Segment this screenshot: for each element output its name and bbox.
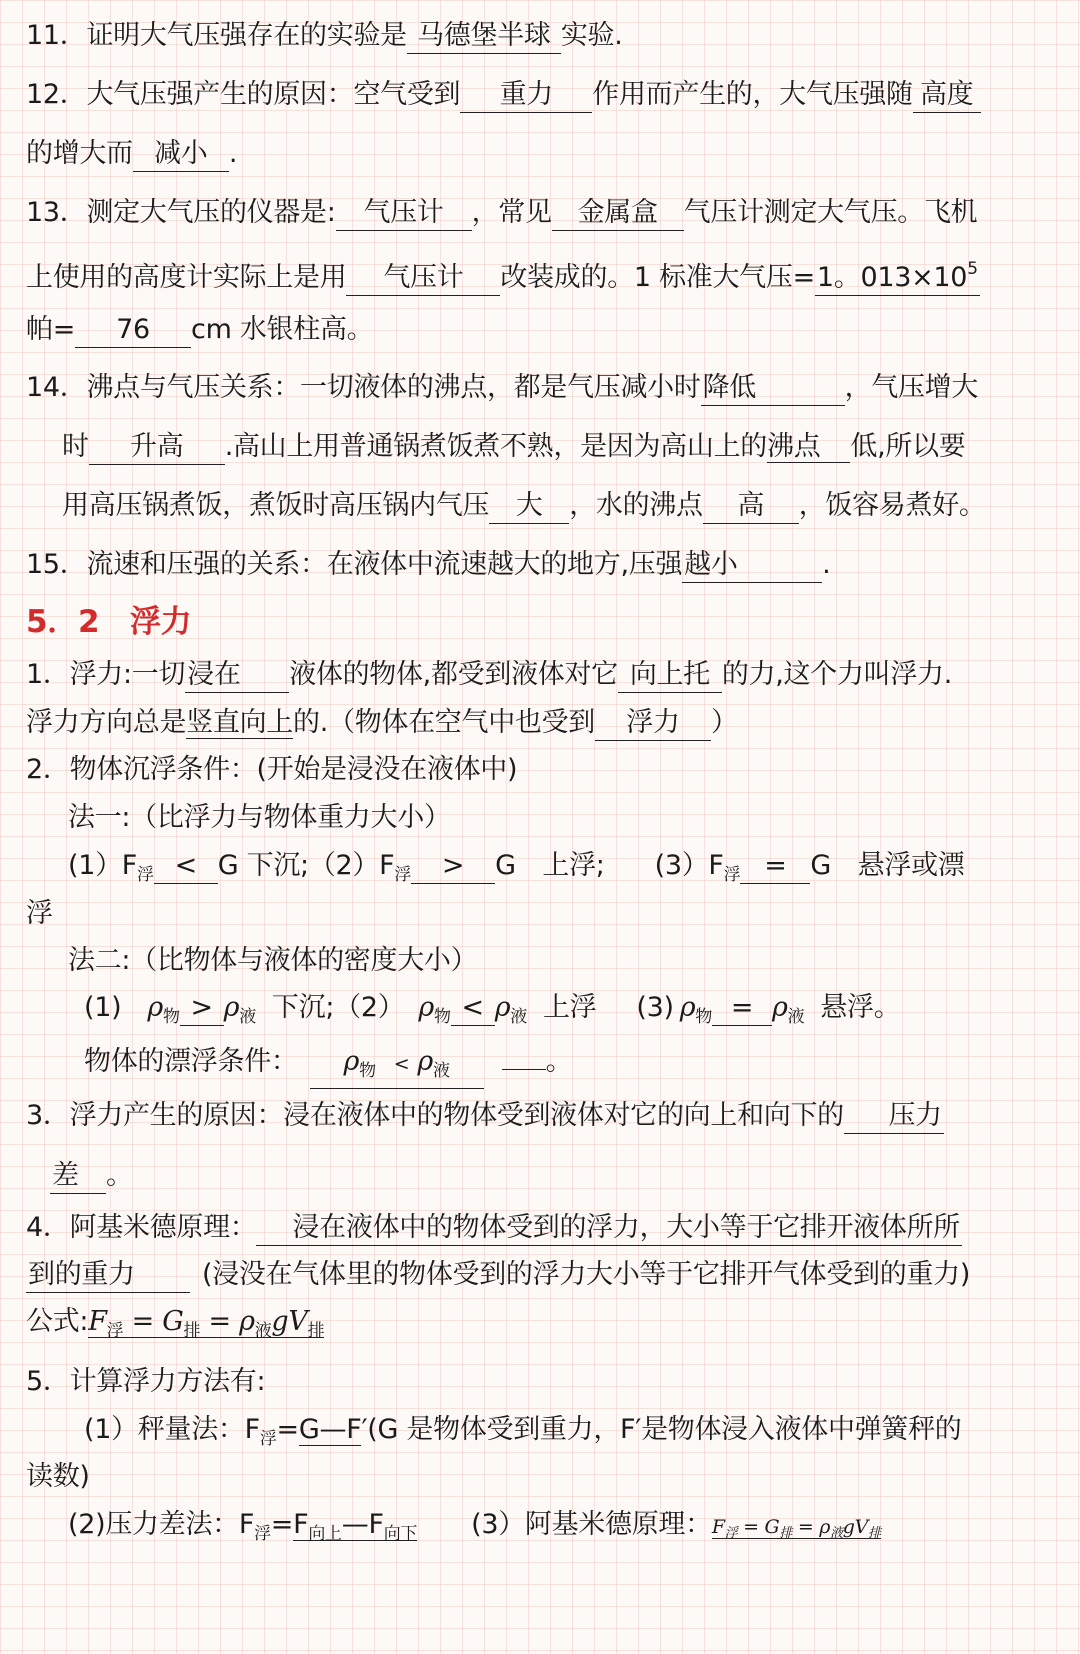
q11-text: 11．证明大气压强存在的实验是	[26, 20, 407, 51]
q11-line	[26, 16, 1054, 56]
f1-line-2	[26, 703, 1054, 743]
rho-symbol: ρ	[494, 992, 511, 1023]
q14-answer-blank-4: 高	[703, 489, 799, 524]
f2-float-condition-blank-tail	[502, 1069, 546, 1070]
f2-m2-case1-text: 下沉;（2）	[271, 992, 405, 1023]
f5-title: 5．计算浮力方法有:	[26, 1366, 266, 1397]
f5-m2-F-up: F	[293, 1509, 309, 1540]
q15-answer-blank: 越小	[682, 548, 822, 583]
q14-text: 14．沸点与气压关系：一切液体的沸点，都是气压减小时	[26, 372, 701, 403]
f1-text-mid1: 液体的物体,都受到液体对它	[289, 659, 618, 690]
f5-m3-label: (3）阿基米德原理：	[471, 1509, 712, 1540]
f3-text-end: 。	[106, 1160, 133, 1191]
f5-m2-minus: —	[341, 1509, 369, 1540]
q14-line-3	[62, 486, 1054, 526]
f4-formula	[88, 1306, 325, 1341]
q14-text-2-end: 低,所以要	[850, 431, 966, 462]
q11-text-end: 实验.	[560, 20, 623, 51]
rho-symbol: ρ	[343, 1046, 360, 1077]
q13-answer-blank-4	[815, 252, 980, 296]
rho-symbol: ρ	[147, 992, 163, 1023]
formula-rho: ρ	[239, 1306, 255, 1337]
formula-G: G	[764, 1516, 780, 1538]
f5-m2-sub-down: 向下	[383, 1524, 418, 1544]
q15-text: 15．流速和压强的关系：在液体中流速越大的地方,压强	[26, 549, 683, 580]
rho-symbol: ρ	[679, 992, 696, 1023]
rho-symbol: ρ	[418, 992, 434, 1023]
f1-answer-blank-3: 浮力	[595, 706, 711, 741]
f4-answer-blank-1: 浸在液体中的物体受到的浮力，大小等于它排开液体所所	[256, 1211, 962, 1246]
f2-m2-answer-blank-2: <	[451, 991, 495, 1026]
f2-m2-case2-text: 上浮	[542, 992, 597, 1023]
f2-m1-sub-1: 浮	[137, 865, 154, 885]
q13-answer-blank-2: 金属盒	[552, 196, 684, 231]
formula-equals: =	[123, 1306, 163, 1337]
f4-line-1	[26, 1208, 1054, 1248]
q13-text-3: 帕=	[26, 314, 76, 345]
f1-text-mid2: 的力,这个力叫浮力.	[721, 659, 953, 690]
f5-m1-sub: 浮	[259, 1429, 277, 1449]
f2-method2-line	[84, 988, 1054, 1037]
f2-m2-sub-object: 物	[162, 1007, 180, 1027]
f2-m2-answer-blank-1: >	[180, 991, 224, 1026]
q13-pressure-value: 1。013×10	[816, 262, 968, 293]
f1-text: 1．浮力:一切	[26, 659, 186, 690]
formula-equals: =	[792, 1516, 820, 1538]
f2-m1-case1-label: (1）F	[68, 850, 138, 881]
section-heading: 5．2 浮力	[26, 604, 192, 640]
formula-rho: ρ	[819, 1516, 831, 1538]
f3-answer-blank-2: 差	[50, 1159, 106, 1194]
f3-text: 3．浮力产生的原因：浸在液体中的物体受到液体对它的向上和向下的	[26, 1100, 844, 1131]
f2-float-condition-end: 。	[545, 1046, 573, 1077]
q15-text-end: .	[822, 549, 831, 580]
formula-sub-buoyancy: 浮	[106, 1321, 124, 1341]
q13-answer-blank-1: 气压计	[336, 196, 472, 231]
q14-text-2: 时	[62, 431, 89, 462]
q13-line-2	[26, 252, 1054, 298]
f5-m2-sub: 浮	[254, 1524, 271, 1544]
f5-m2-equals: =	[270, 1509, 294, 1540]
q14-line-1	[26, 368, 1054, 408]
formula-sub-displaced: 排	[779, 1526, 793, 1541]
formula-sub-liquid: 液	[254, 1321, 272, 1341]
f2-m1-answer-blank-3: =	[740, 849, 810, 884]
f2-method1-wrap: 浮	[26, 898, 53, 929]
q14-answer-blank-2: 升高	[89, 430, 225, 465]
f5-m1-expression: G—F	[298, 1414, 362, 1445]
rho-symbol: ρ	[772, 992, 788, 1023]
f2-m2-answer-blank-3: =	[712, 991, 772, 1026]
q11-answer-blank: 马德堡半球	[407, 19, 561, 54]
q12-text: 12．大气压强产生的原因：空气受到	[26, 79, 461, 110]
formula-sub-liquid: 液	[830, 1526, 843, 1541]
f2-m2-sub-object: 物	[695, 1007, 713, 1027]
f1-text-2: 浮力方向总是	[26, 707, 187, 738]
rho-symbol: ρ	[223, 992, 240, 1023]
q13-text-2-mid: 改装成的。1 标准大气压=	[500, 262, 815, 293]
f4-answer-blank-2: 到的重力	[26, 1258, 190, 1293]
f2-float-sub-liquid: 液	[433, 1061, 450, 1081]
f2-method2-title: 法二:（比物体与液体的密度大小）	[68, 945, 478, 976]
f2-m2-sub-liquid: 液	[239, 1007, 256, 1027]
f5-m1-explanation: (G 是物体受到重力，F′是物体浸入液体中弹簧秤的	[367, 1414, 962, 1445]
q13-line-3	[26, 310, 1054, 350]
q15-line	[26, 545, 1054, 585]
f4-text: 4．阿基米德原理：	[26, 1212, 257, 1243]
q12-line-1	[26, 75, 1054, 115]
q13-exponent: 5	[967, 259, 978, 279]
q12-text-end: .	[228, 138, 238, 169]
q14-text-2-mid: .高山上用普通锅煮饭煮不熟，是因为高山上的	[224, 431, 767, 462]
formula-g: g	[271, 1306, 289, 1337]
f3-answer-blank-1: 压力	[844, 1099, 944, 1134]
f4-formula-label: 公式:	[26, 1306, 89, 1337]
f2-m2-sub-liquid: 液	[787, 1007, 805, 1027]
formula-sub-displaced: 排	[868, 1526, 881, 1541]
f2-method1-line	[68, 846, 1054, 895]
q14-answer-blank-3: 大	[489, 489, 569, 524]
q12-answer-blank-2: 高度	[913, 78, 981, 113]
q14-answer-blank-1: 降低	[701, 371, 845, 406]
f2-m1-case2-text: G 上浮;	[495, 850, 605, 881]
q13-text-end: cm 水银柱高。	[191, 314, 374, 345]
f1-text-2-end: ）	[711, 707, 738, 738]
f2-m2-sub-object: 物	[433, 1007, 451, 1027]
formula-G: G	[162, 1306, 184, 1337]
q13-text-mid1: ，常见	[471, 197, 552, 228]
f2-m1-sub-3: 浮	[723, 865, 741, 885]
q14-text-3-mid: ，水的沸点	[569, 490, 703, 521]
f5-method1-wrap: 读数)	[26, 1461, 90, 1492]
f5-m2-expression	[293, 1509, 418, 1544]
q12-text-mid: 作用而产生的，大气压强随	[592, 79, 913, 110]
f5-method1-line	[84, 1410, 1054, 1459]
f2-m2-case3-text: 悬浮。	[820, 992, 901, 1023]
f2-m1-case3-text: G 悬浮或漂	[810, 850, 965, 881]
f4-formula-line	[26, 1302, 1054, 1351]
q14-underlined-boiling-point: 沸点	[767, 431, 850, 463]
f2-float-condition-line	[84, 1042, 1054, 1089]
q14-line-2	[62, 427, 1054, 467]
f2-m1-case1-text: G 下沉;（2）F	[217, 850, 395, 881]
q13-answer-blank-3: 气压计	[346, 261, 500, 296]
q13-line-1	[26, 193, 1054, 233]
formula-sub-displaced: 排	[183, 1321, 201, 1341]
f2-m1-answer-blank-1: <	[154, 849, 218, 884]
formula-sub-displaced: 排	[307, 1321, 325, 1341]
f2-m1-case3-label: (3）F	[654, 850, 724, 881]
rho-symbol: ρ	[417, 1046, 433, 1077]
q14-text-3-end: ，饭容易煮好。	[798, 490, 986, 521]
f5-m1-label: (1）秤量法：F	[84, 1414, 260, 1445]
f5-m2-sub-up: 向上	[308, 1524, 342, 1544]
f2-m2-case1-label: (1)	[84, 992, 122, 1023]
q13-text: 13．测定大气压的仪器是:	[26, 197, 336, 228]
f1-line-1	[26, 655, 1054, 695]
f5-m1-equals: =	[276, 1414, 299, 1445]
f5-m1-prime: ′	[361, 1414, 368, 1445]
f2-m2-case3-label: (3)	[636, 992, 674, 1023]
q12-line-2	[26, 134, 1054, 174]
f5-m2-F-down: F	[368, 1509, 384, 1540]
f3-line-2	[50, 1156, 1054, 1196]
q12-text-2: 的增大而	[26, 138, 133, 169]
f2-method1-title: 法一:（比浮力与物体重力大小）	[68, 802, 451, 833]
f2-float-sub-object: 物	[359, 1061, 376, 1081]
f2-m2-sub-liquid: 液	[510, 1007, 527, 1027]
formula-V: V	[288, 1306, 308, 1337]
q12-answer-blank-1: 重力	[460, 78, 592, 113]
q14-text-mid: ，气压增大	[844, 372, 979, 403]
q13-text-2: 上使用的高度计实际上是用	[26, 262, 347, 293]
f1-answer-blank-1: 浸在	[185, 658, 289, 693]
formula-F: F	[711, 1516, 725, 1538]
q14-text-3: 用高压锅煮饭，煮饭时高压锅内气压	[62, 490, 490, 521]
formula-equals: =	[737, 1516, 765, 1538]
f4-text-2: (浸没在气体里的物体受到的浮力大小等于它排开气体受到的重力)	[202, 1259, 971, 1290]
f5-m2-label: (2)压力差法：F	[68, 1509, 255, 1540]
q13-text-mid2: 气压计测定大气压。飞机	[683, 197, 978, 228]
f4-line-2	[26, 1255, 1054, 1295]
formula-sub-buoyancy: 浮	[724, 1526, 738, 1541]
f1-text-2-mid: 的.（物体在空气中也受到	[293, 707, 595, 738]
formula-F: F	[88, 1306, 107, 1337]
f1-underlined-direction: 竖直向上	[186, 707, 294, 738]
f5-m3-formula	[712, 1516, 881, 1539]
f2-m1-answer-blank-2: >	[411, 849, 495, 884]
f2-title: 2．物体沉浮条件：(开始是浸没在液体中)	[26, 754, 518, 785]
q13-answer-blank-5: 76	[75, 313, 191, 348]
f2-m1-sub-2: 浮	[394, 865, 412, 885]
f2-float-condition-operator: <	[393, 1053, 410, 1075]
q12-answer-blank-3: 减小	[133, 137, 229, 172]
f2-float-condition-blank	[310, 1045, 484, 1089]
formula-g: g	[842, 1516, 855, 1538]
f3-line-1	[26, 1096, 1054, 1136]
f5-method2-line	[68, 1505, 1054, 1554]
formula-V: V	[854, 1516, 869, 1538]
f2-float-condition-label: 物体的漂浮条件：	[84, 1046, 298, 1077]
f1-answer-blank-2: 向上托	[618, 658, 722, 693]
formula-equals: =	[200, 1306, 240, 1337]
